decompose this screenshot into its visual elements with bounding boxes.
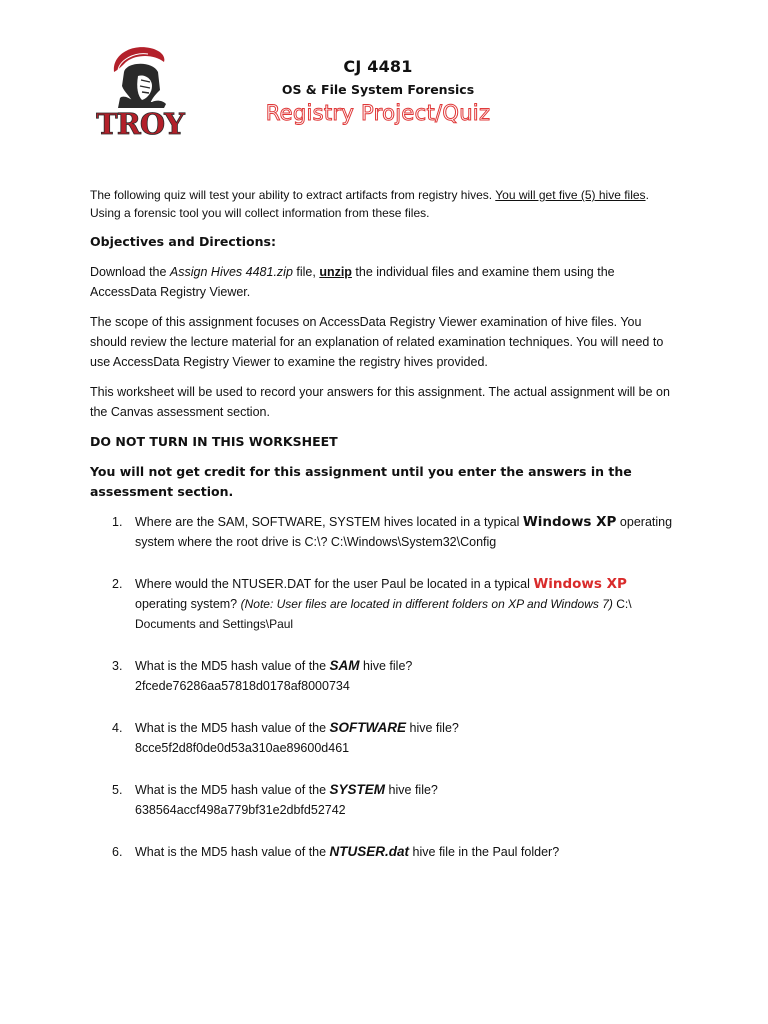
question-list: [90, 512, 674, 862]
worksheet-paragraph: This worksheet will be used to record your answers for this assignment. The actual assignment will be on the Canvas assessment section.: [90, 385, 670, 419]
question-text: hive file?: [359, 659, 413, 673]
question-answer: 8cce5f2d8f0de0d53a310ae89600d461: [135, 741, 350, 755]
hive-name: NTUSER.dat: [329, 844, 410, 859]
question-text: operating system where the root drive is C:\?: [135, 515, 673, 549]
do-not-turn-in-heading: DO NOT TURN IN THIS WORKSHEET: [90, 434, 338, 449]
os-name: Windows XP: [533, 576, 627, 592]
project-title: Registry Project/Quiz: [265, 101, 491, 125]
question-answer: 2fcede76286aa57818d0178af8000734: [135, 679, 350, 693]
question-text: Where would the NTUSER.DAT for the user Paul be located in a typical: [135, 577, 534, 591]
question-item: [90, 718, 674, 758]
course-title: OS & File System Forensics: [281, 82, 475, 97]
hive-name: SAM: [329, 658, 360, 673]
course-code: CJ 4481: [343, 57, 413, 76]
objectives-heading: Objectives and Directions:: [90, 234, 276, 249]
question-number: 3.: [112, 659, 123, 673]
question-number: 5.: [112, 783, 123, 797]
question-answer: 638564accf498a779bf31e2dbfd52742: [135, 803, 346, 817]
question-text: hive file?: [385, 783, 438, 797]
question-item: [90, 842, 674, 862]
question-item: [90, 656, 674, 696]
download-text-b: file,: [292, 265, 320, 279]
question-item: [90, 512, 674, 552]
question-text: operating system?: [135, 597, 241, 611]
question-text: What is the MD5 hash value of the: [135, 783, 330, 797]
hive-name: SOFTWARE: [329, 720, 407, 735]
question-number: 2.: [112, 577, 123, 591]
scope-paragraph: The scope of this assignment focuses on AccessData Registry Viewer examination of hive files. You should review the lecture material for an explanation of related examination techniques. You will need to use AccessData Registry Viewer to examine the registry hives provided.: [90, 315, 664, 369]
logo-text: TROY: [96, 107, 184, 141]
unzip-word: unzip: [319, 265, 352, 279]
credit-notice: You will not get credit for this assignment until you enter the answers in the assessment section.: [90, 464, 632, 499]
download-text-c: the individual files and examine them using the AccessData Registry Viewer.: [90, 265, 615, 299]
intro-text-b: . Using a forensic tool you will collect information from these files.: [90, 188, 649, 220]
question-text: Where are the SAM, SOFTWARE, SYSTEM hives located in a typical: [135, 515, 523, 529]
intro-underlined: You will get five (5) hive files: [495, 188, 646, 202]
question-note: (Note: User files are located in different folders on XP and Windows 7): [240, 597, 613, 611]
question-number: 4.: [112, 721, 123, 735]
question-text: What is the MD5 hash value of the: [135, 659, 330, 673]
question-answer: C:\ Documents and Settings\Paul: [135, 597, 632, 631]
download-file-name: Assign Hives 4481.zip: [169, 265, 293, 279]
question-number: 1.: [112, 515, 123, 529]
question-answer: C:\Windows\System32\Config: [330, 535, 497, 549]
question-text: What is the MD5 hash value of the: [135, 721, 330, 735]
intro-text-a: The following quiz will test your ability to extract artifacts from registry hives.: [90, 188, 496, 202]
download-paragraph: [90, 262, 674, 302]
question-item: [90, 780, 674, 820]
os-name: Windows XP: [522, 514, 617, 530]
hive-name: SYSTEM: [329, 782, 386, 797]
question-text: hive file in the Paul folder?: [409, 845, 560, 859]
document-body: [90, 186, 674, 884]
question-item: [90, 574, 674, 634]
download-text-a: Download the: [90, 265, 170, 279]
intro-paragraph: [90, 186, 674, 222]
question-text: hive file?: [406, 721, 459, 735]
question-number: 6.: [112, 845, 123, 859]
question-text: What is the MD5 hash value of the: [135, 845, 330, 859]
